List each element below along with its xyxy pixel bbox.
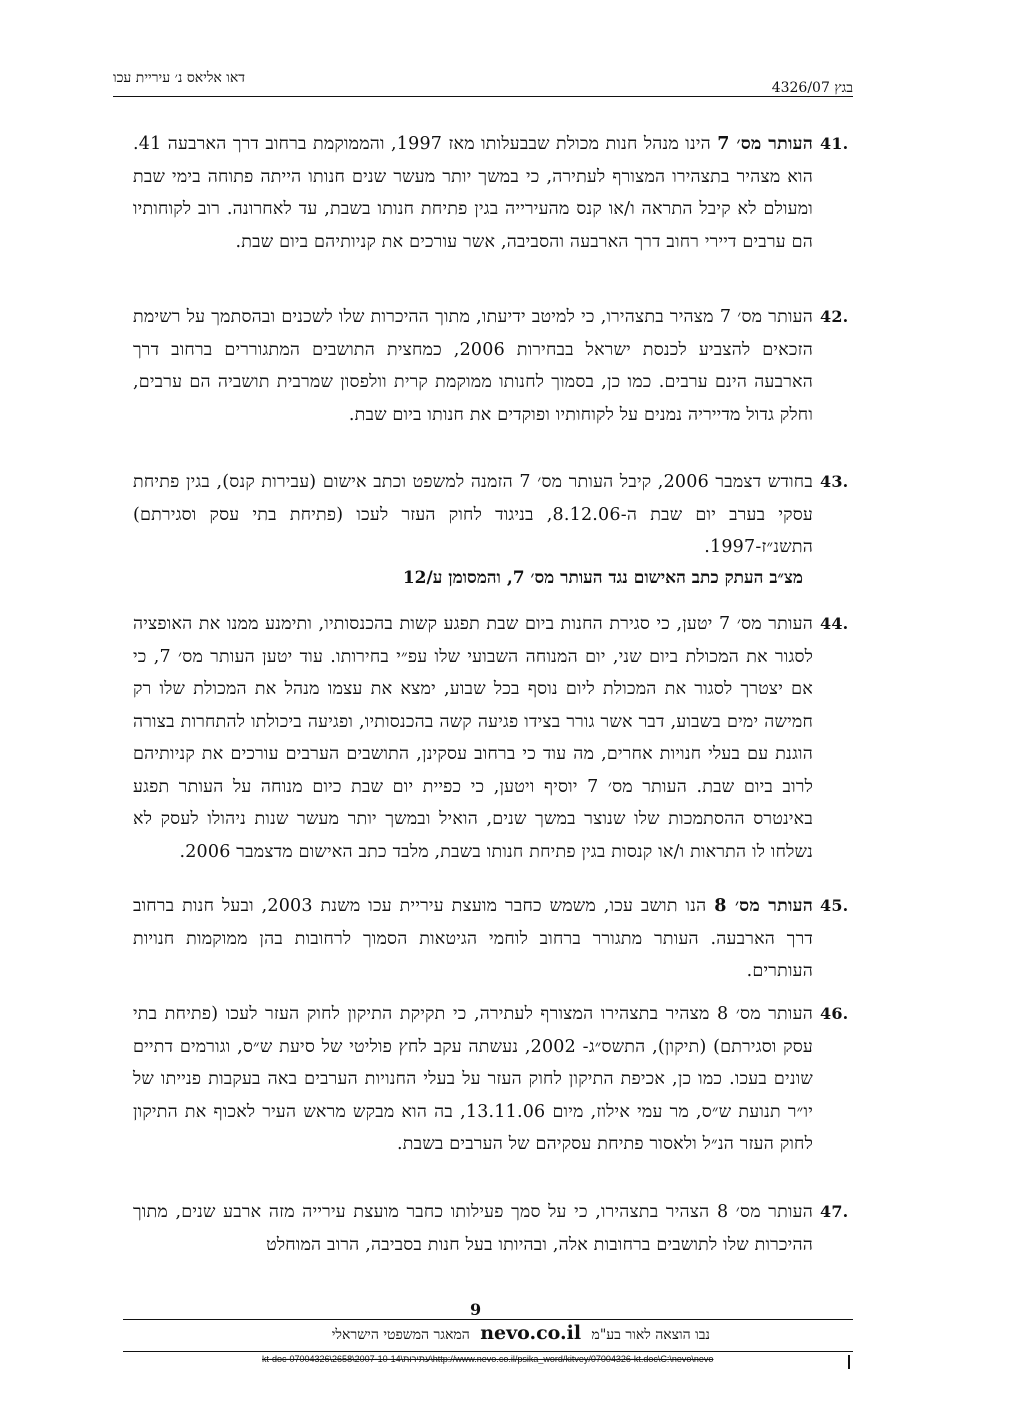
paragraph-text: הנו תושב עכו, משמש כחבר מועצת עיריית עכו משנת 2003, ובעל חנות ברחוב דרך הארבעה. העותר מתגורר ברחוב לוחמי הגיטאות הסמוך לרחובות בהן ממוקמות חנויות העותרים. xyxy=(133,896,813,981)
footer-rule-secondary xyxy=(123,1351,853,1352)
footer-publisher-line xyxy=(270,1322,710,1344)
header-rule xyxy=(113,96,853,97)
database-name: המאגר המשפטי הישראלי xyxy=(331,1327,470,1343)
paragraph-42 xyxy=(133,301,849,431)
page-number: 9 xyxy=(470,1300,482,1319)
case-title: דאו אליאס נ׳ עיריית עכו xyxy=(113,70,245,86)
paragraph-text: העותר מס׳ 7 יטען, כי סגירת החנות ביום שבת תפגע קשות בהכנסותיו, ותימנע ממנו את האופציה לסגור את המכולת ביום שני, יום המנוחה השבועי שלו עפ״י בחירותו. עוד יטען העותר מס׳ 7, כי אם יצטרך לסגור את המכולת ליום נוסף בכל שבוע, ימצא את עצמו מנהל את המכולת שלו רק חמישה ימים בשבוע, דבר אשר גורר בצידו פגיעה קשה בהכנסותיו, ופגיעה ביכולתו להתחרות בצורה הוגנת עם בעלי חנויות אחרים, מה עוד כי ברחוב עסקינן, התושבים הערבים עורכים את קניותיהם לרוב ביום שבת. העותר מס׳ 7 יוסיף ויטען, כי כפיית יום שבת כיום מנוחה על העותר תפגע באינטרס ההסתמכות שלו שנוצר במשך שנים, הואיל ובמשך יותר מעשר שנות ניהולו לעסק לא נשלחו לו התראות ו/או קנסות בגין פתיחת חנותו בשבת, מלבד כתב האישום מדצמבר 2006. xyxy=(133,614,813,862)
paragraph-text: העותר מס׳ 8 הצהיר בתצהירו, כי על סמך פעילותו כחבר מועצת עירייה מזה ארבע שנים, מתוך ההיכרות שלו לתושבים ברחובות אלה, ובהיותו בעל חנות בסביבה, הרוב המוחלט xyxy=(133,1202,814,1255)
paragraph-lead: העותר מס׳ 8 xyxy=(714,896,813,916)
paragraph-number: 43. xyxy=(820,472,849,491)
nevo-site-link[interactable]: nevo.co.il xyxy=(480,1322,582,1344)
paragraph-text: העותר מס׳ 8 מצהיר בתצהירו המצורף לעתירה, כי תקיקת התיקון לחוק העזר לעכו (פתיחת בתי עסק וסגירתם) (תיקון), התשס״ג- 2002, נעשתה עקב לחץ פוליטי של סיעת ש״ס, וגורמים דתיים שונים בעכו. כמו כן, אכיפת התיקון לחוק העזר על בעלי החנויות הערבים באה בעקבות פנייתו של יו״ר תנועת ש״ס, מר עמי אילוז, מיום 13.11.06, בה הוא מבקש מראש העיר לאכוף את התיקון לחוק העזר הנ״ל ולאסור פתיחת עסקיהם של הערבים בשבת. xyxy=(133,1004,813,1154)
paragraph-47 xyxy=(133,1196,849,1261)
paragraph-number: 45. xyxy=(820,896,849,915)
paragraph-text: בחודש דצמבר 2006, קיבל העותר מס׳ 7 הזמנה למשפט וכתב אישום (עבירות קנס), בגין פתיחת עסקי בערב יום שבת ה-8.12.06, בניגוד לחוק העזר לעכו (פתיחת בתי עסק וסגירתם) התשנ״ז-1997. xyxy=(133,472,813,557)
paragraph-text: העותר מס׳ 7 מצהיר בתצהירו, כי למיטב ידיעתו, מתוך ההיכרות שלו לשכנים ובהסתמך על רשימת הזכאים להצביע לכנסת ישראל בבחירות 2006, כמחצית התושבים המתגוררים ברחוב דרך הארבעה הינם ערבים. כמו כן, בסמוך לחנותו ממוקמת קרית וולפסון שמרבית תושביה הם ערבים, וחלק גדול מדייריה נמנים על לקוחותיו ופוקדים את חנותו ביום שבת. xyxy=(133,307,813,425)
document-path: kt-doc-07004326\2658\2007-10-14\עתירות\http://www.nevo.co.il/psika_word/kitvey/07004326-kt.doc\C:\nevo\nevo xyxy=(262,1354,714,1364)
exhibit-heading: מצ״ב העתק כתב האישום נגד העותר מס׳ 7, והמסומן ע/12 xyxy=(402,568,803,588)
paragraph-text: הינו מנהל חנות מכולת שבבעלותו מאז 1997, והממוקמת ברחוב דרך הארבעה 41. הוא מצהיר בתצהירו המצורף לעתירה, כי במשך יותר מעשר שנים חנותו הייתה פתוחה בימי שבת ומעולם לא קיבל התראה ו/או קנס מהעירייה בגין פתיחת חנותו בשבת, עד לאחרונה. רוב לקוחותיו הם ערבים דיירי רחוב דרך הארבעה והסביבה, אשר עורכים את קניותיהם ביום שבת. xyxy=(133,134,813,252)
publisher-name: נבו הוצאה לאור בע"מ xyxy=(591,1327,710,1343)
paragraph-41 xyxy=(133,128,849,258)
paragraph-number: 46. xyxy=(820,1004,849,1023)
case-number: בגץ 4326/07 xyxy=(771,80,853,96)
paragraph-number: 44. xyxy=(820,614,849,633)
paragraph-number: 41. xyxy=(820,134,849,153)
margin-bar xyxy=(848,1355,850,1369)
paragraph-44 xyxy=(133,608,849,868)
paragraph-45 xyxy=(133,890,849,988)
paragraph-46 xyxy=(133,998,849,1161)
paragraph-43 xyxy=(133,466,849,564)
paragraph-number: 47. xyxy=(820,1202,849,1221)
paragraph-number: 42. xyxy=(820,307,849,326)
footer-rule xyxy=(123,1319,853,1320)
paragraph-lead: העותר מס׳ 7 xyxy=(717,134,813,154)
